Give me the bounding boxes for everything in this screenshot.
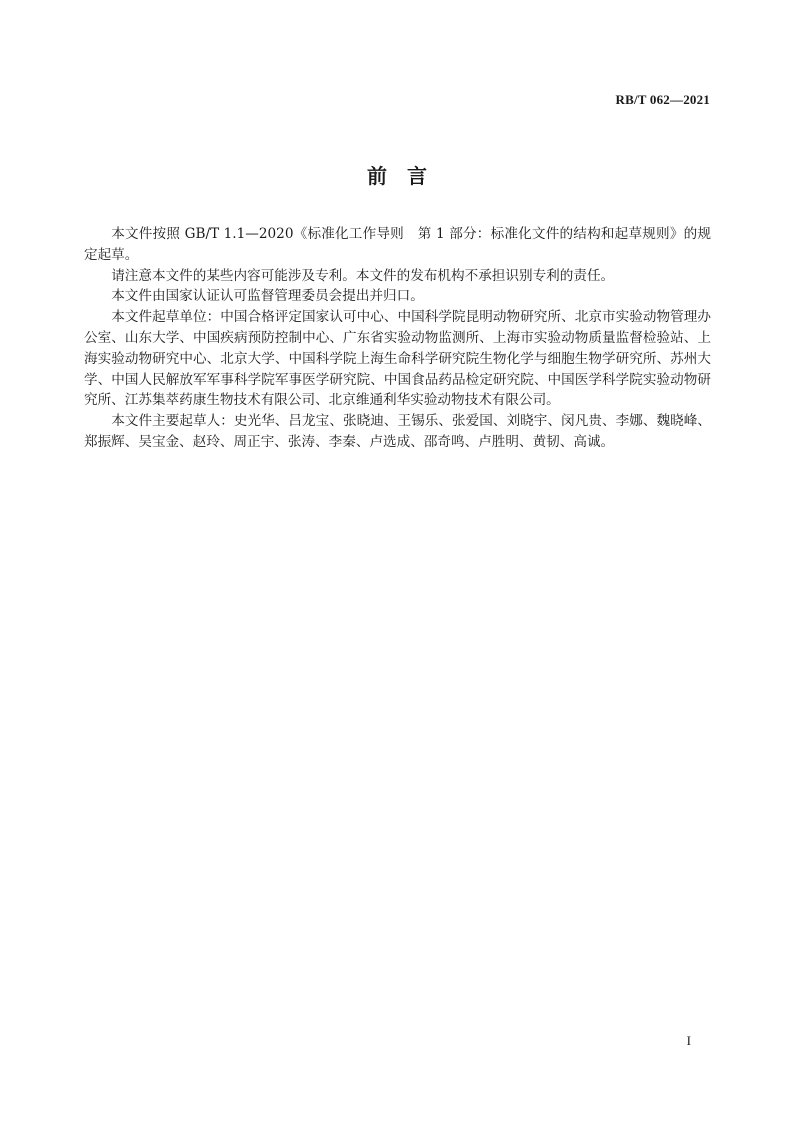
paragraph-drafting-units: 本文件起草单位：中国合格评定国家认可中心、中国科学院昆明动物研究所、北京市实验动物管理办公室、山东大学、中国疾病预防控制中心、广东省实验动物监测所、上海市实验动物质量监督检验站、上海实验动物研究中心、北京大学、中国科学院上海生命科学研究院生物化学与细胞生物学研究所、苏州大学、中国人民解放军军事科学院军事医学研究院、中国食品药品检定研究院、中国医学科学院实验动物研究所、江苏集萃药康生物技术有限公司、北京维通利华实验动物技术有限公司。 bbox=[84, 309, 711, 409]
page-number: I bbox=[686, 1033, 691, 1048]
document-code: RB/T 062—2021 bbox=[615, 92, 710, 107]
preface-body bbox=[84, 224, 711, 453]
paragraph-drafting-rules: 本文件按照 GB/T 1.1—2020《标准化工作导则 第 1 部分：标准化文件的结构和起草规则》的规定起草。 bbox=[84, 226, 711, 263]
page-title: 前 言 bbox=[367, 164, 427, 188]
paragraph-drafters: 本文件主要起草人：史光华、吕龙宝、张晓迪、王锡乐、张爱国、刘晓宇、闵凡贵、李娜、魏晓峰、郑振辉、吴宝金、赵玲、周正宇、张涛、李秦、卢选成、邵奇鸣、卢胜明、黄韧、高诚。 bbox=[84, 413, 711, 450]
paragraph-proposer: 本文件由国家认证认可监督管理委员会提出并归口。 bbox=[111, 288, 424, 305]
paragraph-patent-notice: 请注意本文件的某些内容可能涉及专利。本文件的发布机构不承担识别专利的责任。 bbox=[111, 267, 615, 284]
